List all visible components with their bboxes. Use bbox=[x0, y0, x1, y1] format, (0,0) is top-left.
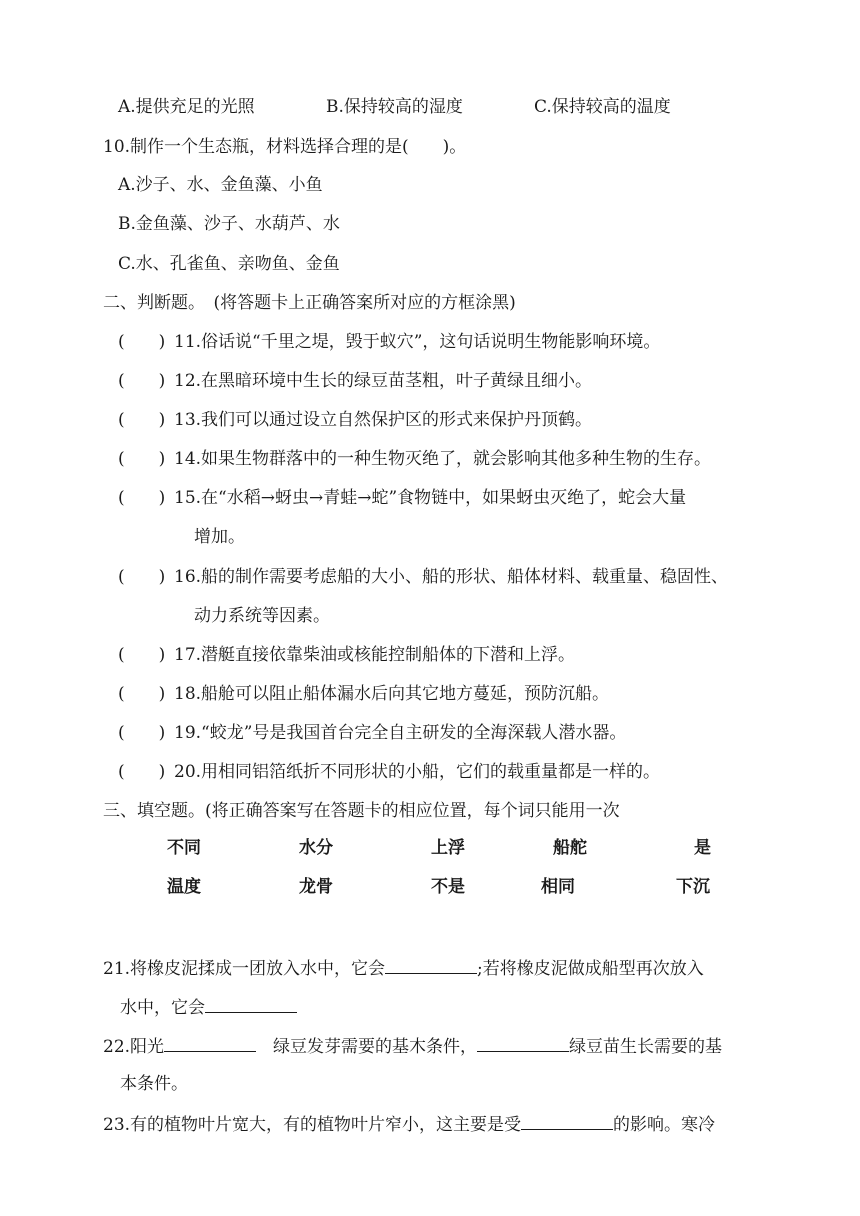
tf-item-20: 20.用相同铝箔纸折不同形状的小船，它们的载重量都是一样的。 bbox=[174, 762, 661, 782]
tf-item-16-cont: 动力系统等因素。 bbox=[194, 606, 330, 626]
tf-item-15-cont: 增加。 bbox=[194, 527, 245, 547]
q23-text-b: 的影响。寒冷 bbox=[613, 1115, 716, 1135]
q10-stem: 10.制作一个生态瓶，材料选择合理的是( )。 bbox=[103, 137, 467, 157]
q21-line-2 bbox=[120, 994, 297, 1020]
tf-item-19: 19.“蛟龙”号是我国首台完全自主研发的全海深载人潜水器。 bbox=[174, 723, 627, 743]
tf-item-13: 13.我们可以通过设立自然保护区的形式来保护丹顶鹤。 bbox=[174, 410, 593, 430]
q22-text-c: 绿豆苗生长需要的基 bbox=[569, 1037, 723, 1057]
q9-option-a: A.提供充足的光照 bbox=[118, 97, 255, 117]
q10-option-b: B.金鱼藻、沙子、水葫芦、水 bbox=[118, 214, 340, 234]
q21-text-a: 21.将橡皮泥揉成一团放入水中，它会 bbox=[103, 959, 386, 979]
word-bank-item: 水分 bbox=[299, 838, 333, 858]
q22-line-2: 本条件。 bbox=[120, 1074, 188, 1094]
answer-paren[interactable]: ( ) bbox=[118, 645, 166, 665]
answer-blank[interactable] bbox=[385, 955, 477, 974]
answer-blank[interactable] bbox=[164, 1033, 256, 1052]
answer-paren[interactable]: ( ) bbox=[118, 567, 166, 587]
answer-paren[interactable]: ( ) bbox=[118, 723, 166, 743]
section3-heading: 三、填空题。(将正确答案写在答题卡的相应位置，每个词只能用一次 bbox=[103, 801, 620, 821]
word-bank-item: 船舵 bbox=[553, 838, 587, 858]
answer-paren[interactable]: ( ) bbox=[118, 762, 166, 782]
answer-paren[interactable]: ( ) bbox=[118, 684, 166, 704]
tf-item-12: 12.在黑暗环境中生长的绿豆苗茎粗，叶子黄绿且细小。 bbox=[174, 371, 593, 391]
answer-blank[interactable] bbox=[521, 1111, 613, 1130]
q9-option-c: C.保持较高的温度 bbox=[534, 97, 671, 117]
answer-paren[interactable]: ( ) bbox=[118, 488, 166, 508]
q21-line-1 bbox=[103, 955, 704, 981]
answer-paren[interactable]: ( ) bbox=[118, 332, 166, 352]
tf-item-16: 16.船的制作需要考虑船的大小、船的形状、船体材料、载重量、稳固性、 bbox=[174, 567, 729, 587]
tf-item-17: 17.潜艇直接依靠柴油或核能控制船体的下潜和上浮。 bbox=[174, 645, 576, 665]
tf-item-15: 15.在“水稻→蚜虫→青蛙→蛇”食物链中，如果蚜虫灭绝了，蛇会大量 bbox=[174, 488, 687, 508]
q23-text-a: 23.有的植物叶片宽大，有的植物叶片窄小，这主要是受 bbox=[103, 1115, 522, 1135]
answer-paren[interactable]: ( ) bbox=[118, 449, 166, 469]
answer-blank[interactable] bbox=[205, 994, 297, 1013]
word-bank-item: 是 bbox=[694, 838, 711, 858]
tf-item-14: 14.如果生物群落中的一种生物灭绝了，就会影响其他多种生物的生存。 bbox=[174, 449, 712, 469]
q22-line-1 bbox=[103, 1033, 722, 1059]
q22-text-a: 22.阳光 bbox=[103, 1037, 165, 1057]
word-bank-item: 龙骨 bbox=[299, 877, 333, 897]
word-bank-item: 温度 bbox=[167, 877, 201, 897]
word-bank-item: 不同 bbox=[167, 838, 201, 858]
q21-text-c: 水中，它会 bbox=[120, 998, 205, 1018]
q21-text-b: ;若将橡皮泥做成船型再次放入 bbox=[477, 959, 704, 979]
tf-item-18: 18.船舱可以阻止船体漏水后向其它地方蔓延，预防沉船。 bbox=[174, 684, 610, 704]
q23-line-1 bbox=[103, 1111, 715, 1137]
q22-text-b: 绿豆发芽需要的基木条件， bbox=[273, 1037, 478, 1057]
word-bank-item: 下沉 bbox=[676, 877, 710, 897]
q10-option-c: C.水、孔雀鱼、亲吻鱼、金鱼 bbox=[118, 254, 340, 274]
tf-item-11: 11.俗话说“千里之堤，毁于蚁穴”，这句话说明生物能影响环境。 bbox=[174, 332, 661, 352]
answer-paren[interactable]: ( ) bbox=[118, 410, 166, 430]
q10-option-a: A.沙子、水、金鱼藻、小鱼 bbox=[118, 175, 323, 195]
answer-paren[interactable]: ( ) bbox=[118, 371, 166, 391]
word-bank-item: 上浮 bbox=[431, 838, 465, 858]
word-bank-item: 不是 bbox=[431, 877, 465, 897]
word-bank-item: 相同 bbox=[541, 877, 575, 897]
section2-heading: 二、判断题。 (将答题卡上正确答案所对应的方框涂黑) bbox=[103, 293, 516, 313]
answer-blank[interactable] bbox=[477, 1033, 569, 1052]
q9-option-b: B.保持较高的湿度 bbox=[326, 97, 463, 117]
